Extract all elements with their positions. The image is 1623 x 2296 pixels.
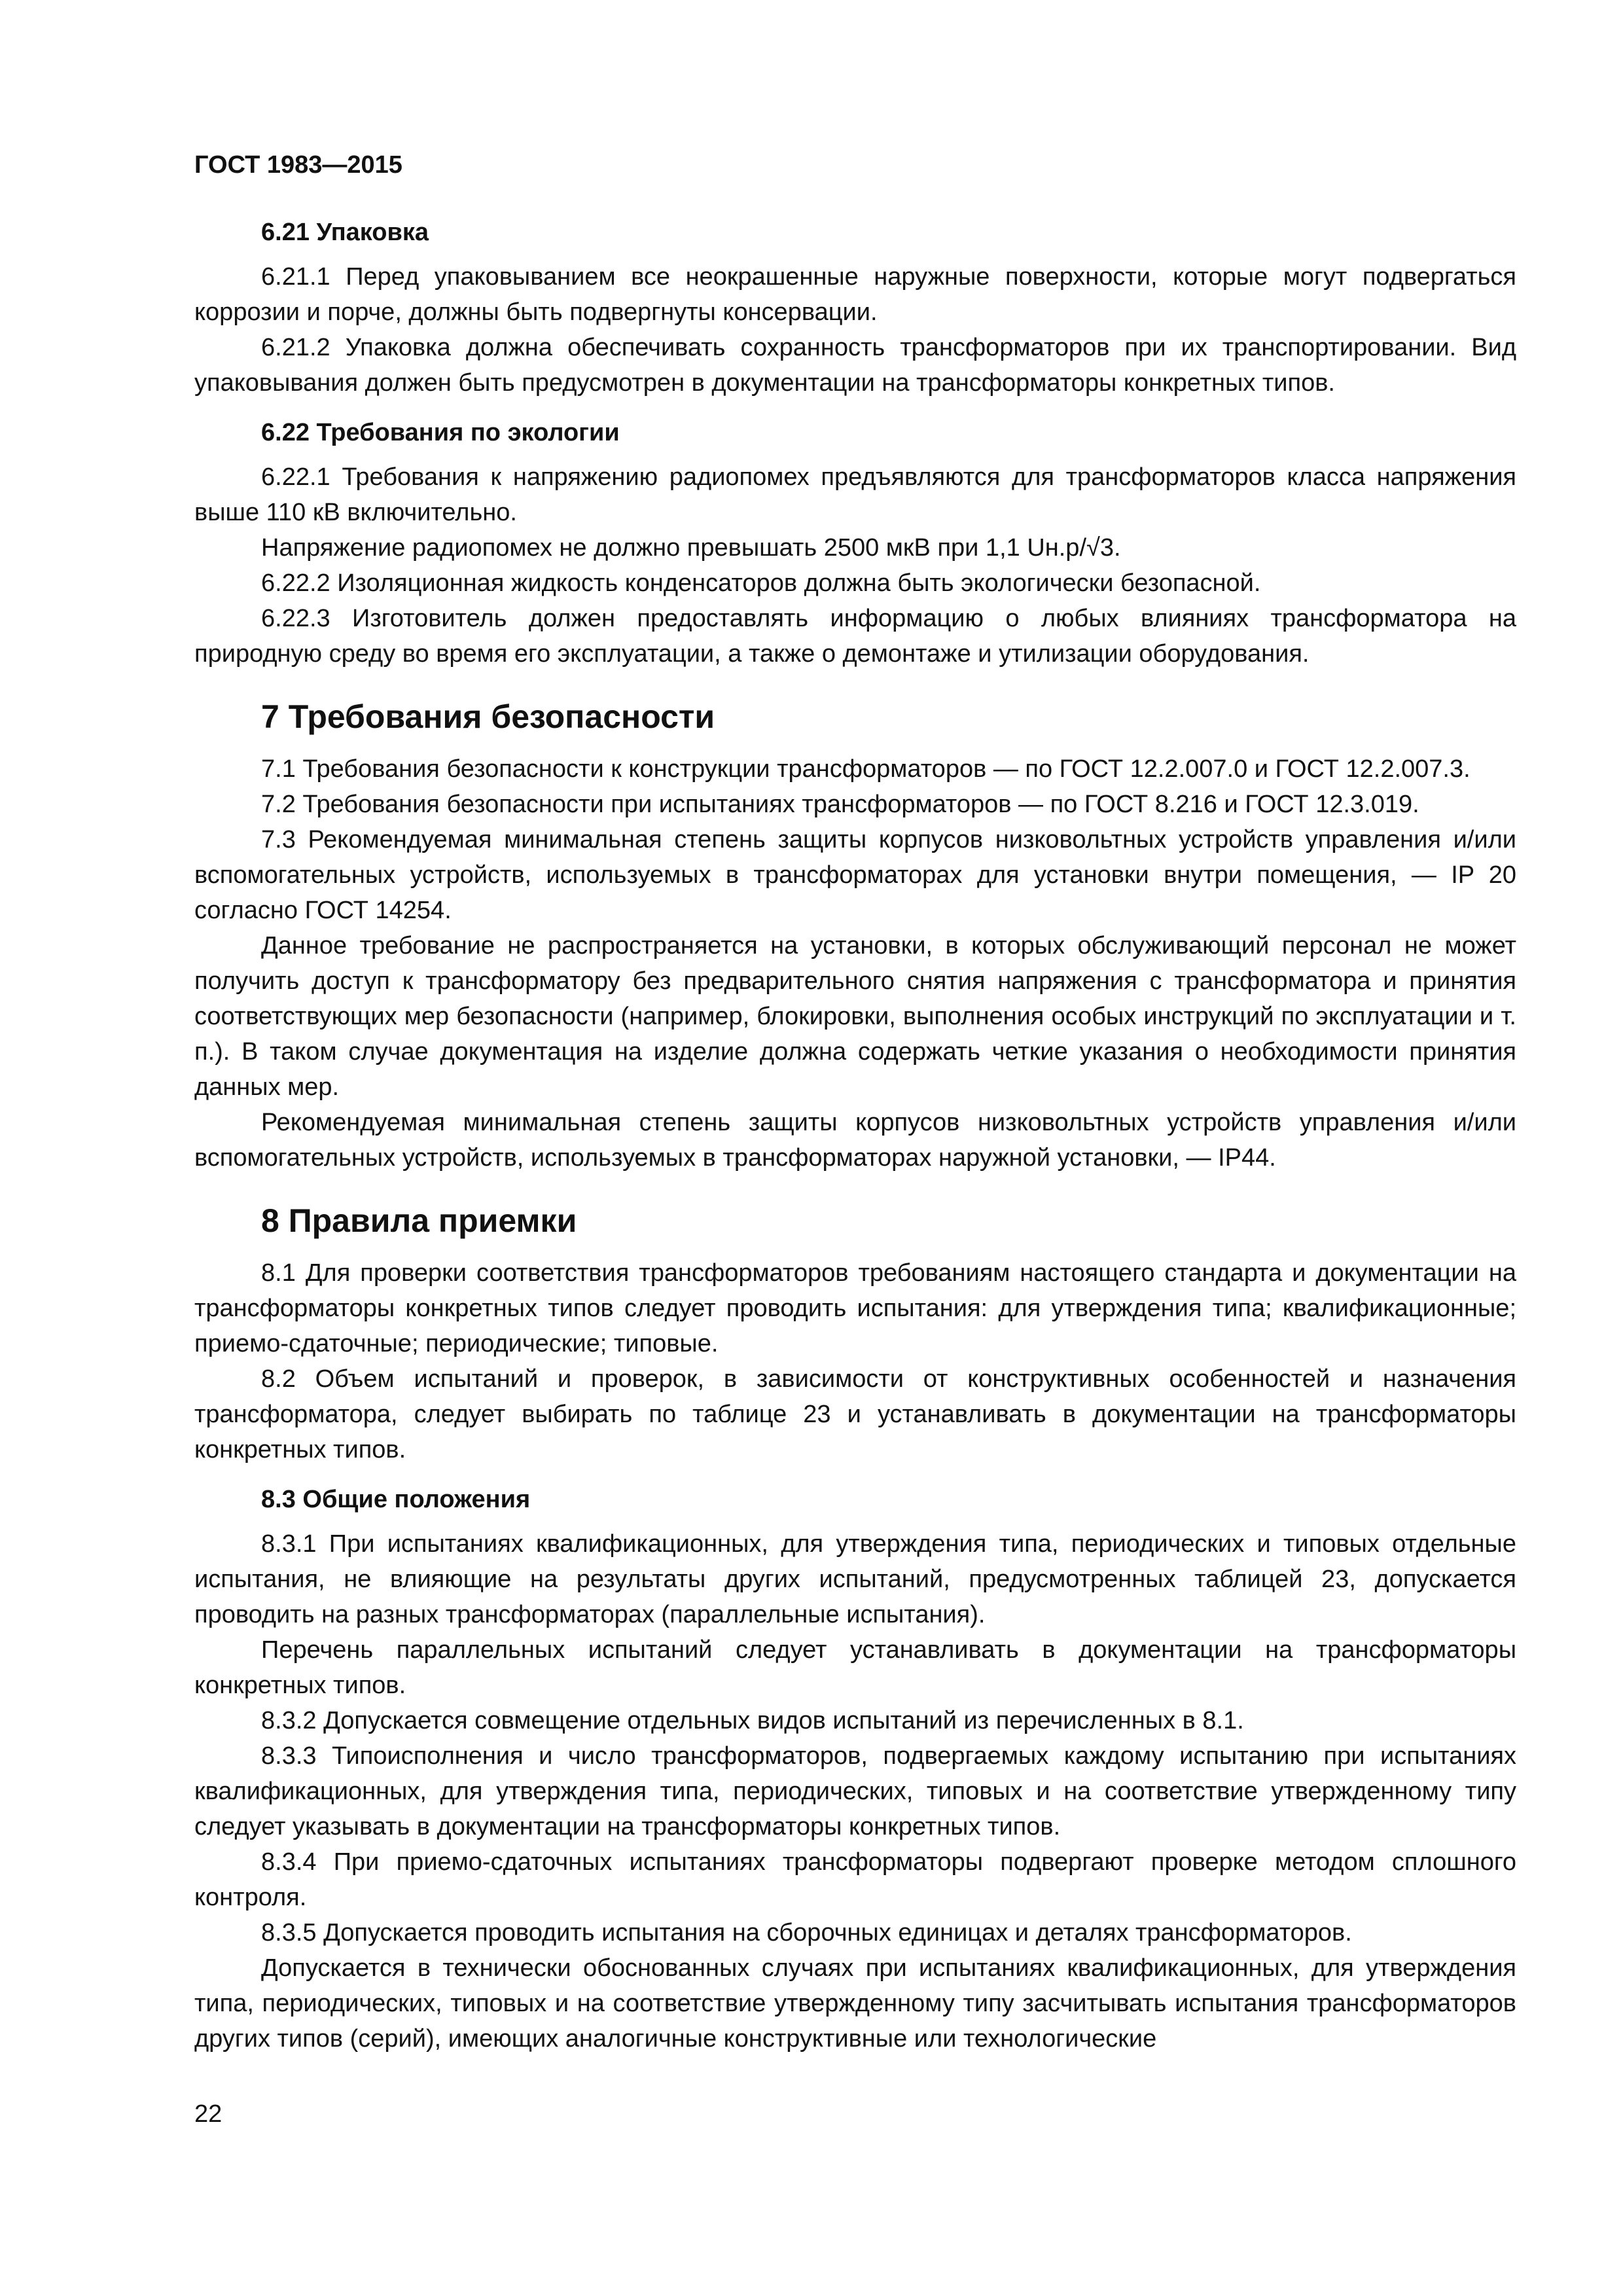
paragraph-7-3-outdoor: Рекомендуемая минимальная степень защиты корпусов низковольтных устройств управления и/или вспомогательных устройств, используемых в трансформаторах наружной установки, — IP44. bbox=[194, 1109, 1516, 1172]
paragraph-8-2: 8.2 Объем испытаний и проверок, в зависимости от конструктивных особенностей и назначения трансформатора, следует выбирать по таблице 23 и устанавливать в документации на трансформаторы конкретных типов. bbox=[194, 1365, 1516, 1463]
paragraph-6-21-1: 6.21.1 Перед упаковыванием все неокрашенные наружные поверхности, которые могут подвергаться коррозии и порче, должны быть подвергнуты консервации. bbox=[194, 263, 1516, 326]
paragraph-6-22-1: 6.22.1 Требования к напряжению радиопомех предъявляются для трансформаторов класса напряжения выше 110 кВ включительно. bbox=[194, 463, 1516, 526]
paragraph-6-22-3: 6.22.3 Изготовитель должен предоставлять информацию о любых влияниях трансформатора на природную среду во время его эксплуатации, а также о демонтаже и утилизации оборудования. bbox=[194, 605, 1516, 668]
paragraph-8-3-1-list: Перечень параллельных испытаний следует устанавливать в документации на трансформаторы конкретных типов. bbox=[194, 1636, 1516, 1699]
paragraph-6-22-2: 6.22.2 Изоляционная жидкость конденсаторов должна быть экологически безопасной. bbox=[261, 569, 1261, 597]
section-7-title: 7 Требования безопасности bbox=[261, 698, 715, 735]
paragraph-8-1: 8.1 Для проверки соответствия трансформаторов требованиям настоящего стандарта и документации на трансформаторы конкретных типов следует проводить испытания: для утверждения типа; квалификационные; приемо-сдаточные; периодические; типовые. bbox=[194, 1259, 1516, 1357]
page-number: 22 bbox=[194, 2100, 223, 2128]
paragraph-8-3-5: 8.3.5 Допускается проводить испытания на сборочных единицах и деталях трансформаторов. bbox=[261, 1919, 1352, 1946]
paragraph-6-22-1-voltage: Напряжение радиопомех не должно превышать 2500 мкВ при 1,1 Uн.р/√3. bbox=[261, 534, 1121, 562]
section-6-21-title: 6.21 Упаковка bbox=[261, 219, 429, 246]
paragraph-7-2: 7.2 Требования безопасности при испытаниях трансформаторов — по ГОСТ 8.216 и ГОСТ 12.3.019. bbox=[261, 791, 1419, 818]
page-content bbox=[194, 149, 1516, 2056]
paragraph-8-3-4: 8.3.4 При приемо-сдаточных испытаниях трансформаторы подвергают проверке методом сплошного контроля. bbox=[194, 1848, 1516, 1911]
paragraph-8-3-3: 8.3.3 Типоисполнения и число трансформаторов, подвергаемых каждому испытанию при испытаниях квалификационных, для утверждения типа, периодических, типовых и на соответствие утвержденному типу следует указывать в документации на трансформаторы конкретных типов. bbox=[194, 1742, 1516, 1840]
paragraph-7-1: 7.1 Требования безопасности к конструкции трансформаторов — по ГОСТ 12.2.007.0 и ГОСТ 12.2.007.3. bbox=[261, 755, 1471, 783]
paragraph-7-3: 7.3 Рекомендуемая минимальная степень защиты корпусов низковольтных устройств управления и/или вспомогательных устройств, используемых в трансформаторах для установки внутри помещения, — IP 20 согласно ГОСТ 14254. bbox=[194, 826, 1516, 924]
section-6-22-title: 6.22 Требования по экологии bbox=[261, 419, 620, 446]
section-8-3-title: 8.3 Общие положения bbox=[261, 1486, 531, 1513]
paragraph-7-3-exception: Данное требование не распространяется на установки, в которых обслуживающий персонал не может получить доступ к трансформатору без предварительного снятия напряжения с трансформатора и принятия соответствующих мер безопасности (например, блокировки, выполнения особых инструкций по эксплуатации и т. п.). В таком случае документация на изделие должна содержать четкие указания о необходимости принятия данных мер. bbox=[194, 932, 1516, 1101]
section-8-title: 8 Правила приемки bbox=[261, 1202, 577, 1239]
paragraph-8-3-5-continued: Допускается в технически обоснованных случаях при испытаниях квалификационных, для утверждения типа, периодических, типовых и на соответствие утвержденному типу засчитывать испытания трансформаторов других типов (серий), имеющих аналогичные конструктивные или технологические bbox=[194, 1954, 1516, 2053]
paragraph-8-3-2: 8.3.2 Допускается совмещение отдельных видов испытаний из перечисленных в 8.1. bbox=[261, 1707, 1244, 1734]
paragraph-8-3-1: 8.3.1 При испытаниях квалификационных, для утверждения типа, периодических и типовых отдельные испытания, не влияющие на результаты других испытаний, предусмотренных таблицей 23, допускается проводить на разных трансформаторах (параллельные испытания). bbox=[194, 1530, 1516, 1628]
document-code-header: ГОСТ 1983—2015 bbox=[194, 151, 402, 179]
paragraph-6-21-2: 6.21.2 Упаковка должна обеспечивать сохранность трансформаторов при их транспортировании. Вид упаковывания должен быть предусмотрен в документации на трансформаторы конкретных типов. bbox=[194, 334, 1516, 397]
